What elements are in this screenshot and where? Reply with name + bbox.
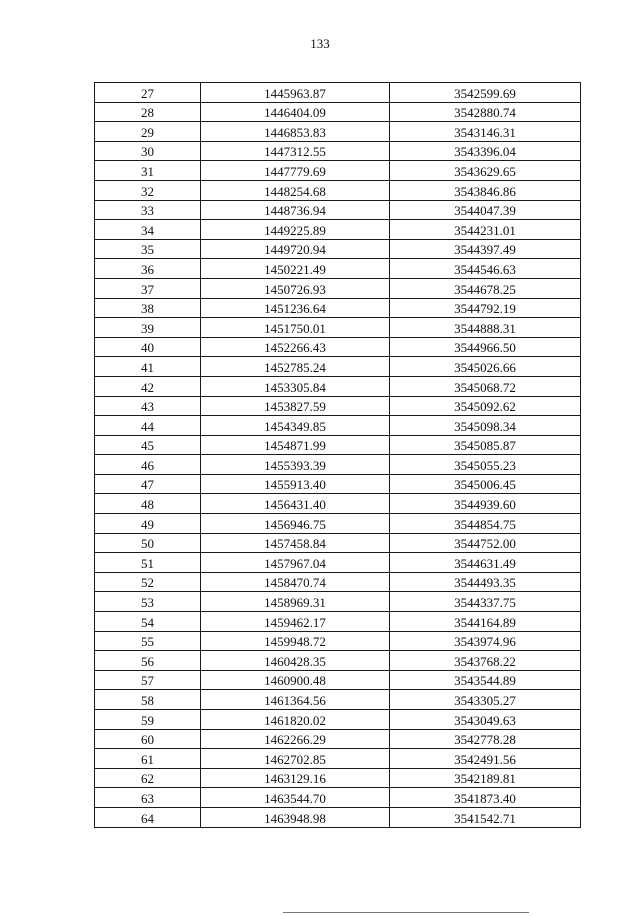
x-coordinate-cell: 1453827.59 [201,396,390,416]
x-coordinate-cell: 1449225.89 [201,220,390,240]
y-coordinate-cell: 3545098.34 [390,416,581,436]
table-row [95,416,581,436]
point-number-cell: 44 [95,416,201,436]
y-coordinate-cell: 3544397.49 [390,239,581,259]
x-coordinate-cell: 1448254.68 [201,180,390,200]
point-number-cell: 59 [95,710,201,730]
y-coordinate-cell: 3544164.89 [390,612,581,632]
table-row [95,259,581,279]
table-row [95,768,581,788]
y-coordinate-cell: 3544546.63 [390,259,581,279]
point-number-cell: 37 [95,278,201,298]
table-row [95,102,581,122]
y-coordinate-cell: 3545055.23 [390,455,581,475]
x-coordinate-cell: 1451750.01 [201,318,390,338]
x-coordinate-cell: 1462702.85 [201,749,390,769]
y-coordinate-cell: 3544047.39 [390,200,581,220]
table-row [95,788,581,808]
point-number-cell: 30 [95,141,201,161]
table-row [95,455,581,475]
point-number-cell: 29 [95,122,201,142]
x-coordinate-cell: 1458969.31 [201,592,390,612]
y-coordinate-cell: 3543629.65 [390,161,581,181]
table-row [95,435,581,455]
table-row [95,318,581,338]
y-coordinate-cell: 3544631.49 [390,553,581,573]
table-row [95,376,581,396]
x-coordinate-cell: 1446853.83 [201,122,390,142]
table-row [95,396,581,416]
point-number-cell: 27 [95,83,201,103]
point-number-cell: 38 [95,298,201,318]
point-number-cell: 60 [95,729,201,749]
table-row [95,83,581,103]
x-coordinate-cell: 1455913.40 [201,474,390,494]
y-coordinate-cell: 3543544.89 [390,670,581,690]
point-number-cell: 40 [95,337,201,357]
y-coordinate-cell: 3543846.86 [390,180,581,200]
y-coordinate-cell: 3542491.56 [390,749,581,769]
x-coordinate-cell: 1453305.84 [201,376,390,396]
table-row [95,592,581,612]
table-row [95,474,581,494]
y-coordinate-cell: 3544231.01 [390,220,581,240]
point-number-cell: 39 [95,318,201,338]
table-row [95,278,581,298]
y-coordinate-cell: 3542189.81 [390,768,581,788]
y-coordinate-cell: 3544939.60 [390,494,581,514]
y-coordinate-cell: 3545026.66 [390,357,581,377]
table-row [95,494,581,514]
y-coordinate-cell: 3543146.31 [390,122,581,142]
x-coordinate-cell: 1460900.48 [201,670,390,690]
y-coordinate-cell: 3543305.27 [390,690,581,710]
table-row [95,122,581,142]
table-row [95,631,581,651]
y-coordinate-cell: 3544678.25 [390,278,581,298]
y-coordinate-cell: 3543974.96 [390,631,581,651]
y-coordinate-cell: 3542778.28 [390,729,581,749]
x-coordinate-cell: 1455393.39 [201,455,390,475]
point-number-cell: 36 [95,259,201,279]
x-coordinate-cell: 1456431.40 [201,494,390,514]
table-row [95,651,581,671]
table-row [95,239,581,259]
table-row [95,200,581,220]
x-coordinate-cell: 1452266.43 [201,337,390,357]
table-row [95,710,581,730]
table-row [95,690,581,710]
x-coordinate-cell: 1452785.24 [201,357,390,377]
x-coordinate-cell: 1454349.85 [201,416,390,436]
point-number-cell: 35 [95,239,201,259]
x-coordinate-cell: 1457967.04 [201,553,390,573]
point-number-cell: 55 [95,631,201,651]
point-number-cell: 31 [95,161,201,181]
table-row [95,357,581,377]
point-number-cell: 28 [95,102,201,122]
x-coordinate-cell: 1461364.56 [201,690,390,710]
x-coordinate-cell: 1462266.29 [201,729,390,749]
x-coordinate-cell: 1460428.35 [201,651,390,671]
point-number-cell: 58 [95,690,201,710]
y-coordinate-cell: 3544966.50 [390,337,581,357]
table-row [95,180,581,200]
table-row [95,337,581,357]
table-row [95,220,581,240]
table-row [95,553,581,573]
x-coordinate-cell: 1463948.98 [201,807,390,827]
x-coordinate-cell: 1445963.87 [201,83,390,103]
x-coordinate-cell: 1447779.69 [201,161,390,181]
point-number-cell: 48 [95,494,201,514]
y-coordinate-cell: 3544752.00 [390,533,581,553]
y-coordinate-cell: 3545006.45 [390,474,581,494]
y-coordinate-cell: 3544493.35 [390,572,581,592]
table-row [95,807,581,827]
coordinates-table [94,82,581,828]
point-number-cell: 43 [95,396,201,416]
point-number-cell: 56 [95,651,201,671]
y-coordinate-cell: 3545068.72 [390,376,581,396]
y-coordinate-cell: 3545092.62 [390,396,581,416]
x-coordinate-cell: 1459948.72 [201,631,390,651]
x-coordinate-cell: 1456946.75 [201,514,390,534]
y-coordinate-cell: 3544337.75 [390,592,581,612]
y-coordinate-cell: 3543768.22 [390,651,581,671]
x-coordinate-cell: 1449720.94 [201,239,390,259]
x-coordinate-cell: 1448736.94 [201,200,390,220]
x-coordinate-cell: 1446404.09 [201,102,390,122]
point-number-cell: 50 [95,533,201,553]
x-coordinate-cell: 1447312.55 [201,141,390,161]
x-coordinate-cell: 1463129.16 [201,768,390,788]
table-row [95,729,581,749]
table-row [95,533,581,553]
point-number-cell: 41 [95,357,201,377]
point-number-cell: 46 [95,455,201,475]
x-coordinate-cell: 1450221.49 [201,259,390,279]
x-coordinate-cell: 1461820.02 [201,710,390,730]
x-coordinate-cell: 1458470.74 [201,572,390,592]
point-number-cell: 51 [95,553,201,573]
point-number-cell: 45 [95,435,201,455]
x-coordinate-cell: 1451236.64 [201,298,390,318]
table-row [95,161,581,181]
point-number-cell: 57 [95,670,201,690]
table-row [95,572,581,592]
table-row [95,670,581,690]
page-number: 133 [310,36,330,51]
point-number-cell: 42 [95,376,201,396]
table-row [95,514,581,534]
point-number-cell: 33 [95,200,201,220]
table-row [95,298,581,318]
y-coordinate-cell: 3544854.75 [390,514,581,534]
point-number-cell: 47 [95,474,201,494]
x-coordinate-cell: 1463544.70 [201,788,390,808]
y-coordinate-cell: 3545085.87 [390,435,581,455]
point-number-cell: 53 [95,592,201,612]
y-coordinate-cell: 3541873.40 [390,788,581,808]
point-number-cell: 64 [95,807,201,827]
x-coordinate-cell: 1454871.99 [201,435,390,455]
y-coordinate-cell: 3543396.04 [390,141,581,161]
point-number-cell: 63 [95,788,201,808]
x-coordinate-cell: 1457458.84 [201,533,390,553]
table-row [95,749,581,769]
table-row [95,141,581,161]
point-number-cell: 34 [95,220,201,240]
point-number-cell: 54 [95,612,201,632]
coordinates-table-body [95,83,581,828]
page-bottom-rule [283,912,529,913]
point-number-cell: 32 [95,180,201,200]
table-row [95,612,581,632]
y-coordinate-cell: 3542599.69 [390,83,581,103]
y-coordinate-cell: 3541542.71 [390,807,581,827]
point-number-cell: 49 [95,514,201,534]
y-coordinate-cell: 3542880.74 [390,102,581,122]
x-coordinate-cell: 1459462.17 [201,612,390,632]
y-coordinate-cell: 3544792.19 [390,298,581,318]
y-coordinate-cell: 3544888.31 [390,318,581,338]
point-number-cell: 61 [95,749,201,769]
y-coordinate-cell: 3543049.63 [390,710,581,730]
point-number-cell: 52 [95,572,201,592]
point-number-cell: 62 [95,768,201,788]
x-coordinate-cell: 1450726.93 [201,278,390,298]
